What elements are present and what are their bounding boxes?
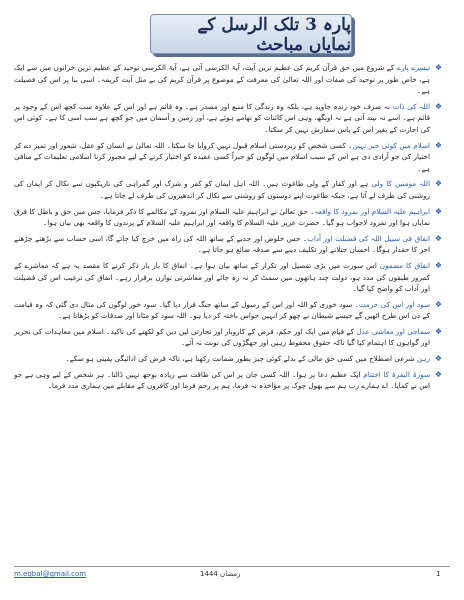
bullet-icon: ❖ [434, 354, 442, 364]
bullet-icon: ❖ [434, 206, 442, 216]
paragraph-lead: تیسرے پارے [396, 63, 430, 72]
paragraph-text: کے قیام میں ایک اور حکم، قرض کے کاروبار اور تجارتی لین دین کو لکھنے کی تاکید۔ اسلام میں معاہدات کی تحریر اور گواہوں کا اہتمام کیا گیا تاکہ حقوق محفوظ رہیں اور جھگڑوں کی نوبت نہ آئے۔ [14, 326, 430, 348]
title-banner [150, 14, 350, 54]
paragraph-text: نہ صرف خود زندہ جاوید ہے، بلکہ وہ زندگی کا منبع اور مصدر ہے۔ وہ قائم ہے اور اس کے علاوہ سب کچھ اس کے وجود پر قائم ہے۔ اسے نہ نیند آتی ہے نہ اونگھ، وہی اس کائنات کو تھامے ہوئے ہے، اور زمین و آسمان میں جو کچھ ہے سب اسی کا ہے۔ کوئی اس کی اجازت کے بغیر اس کے پاس سفارش نہیں کر سکتا۔ [14, 101, 430, 134]
paragraph-text: ۔ جس خلوص اور جذبے کے ساتھ اللہ کی راہ میں خرچ کیا جائے گا، اسی حساب سے بڑھتے چڑھتے اجر کا حقدار ہوگا۔ احسان جتلانے اور تکلیف دینے سے صدقہ ضائع ہو جاتا ہے۔ [14, 233, 430, 255]
paragraph [14, 140, 442, 175]
paragraph-text: شرعی اصطلاح میں کسی حق مالی کے بدلے کوئی چیز بطور ضمانت رکھنا ہے، تاکہ قرض کی ادائیگی یقینی ہو سکے۔ [65, 354, 417, 364]
paragraph [14, 101, 442, 136]
paragraph [14, 299, 442, 322]
bullet-icon: ❖ [434, 179, 442, 189]
bullet-icon: ❖ [434, 326, 442, 336]
page-number: 1 [436, 570, 441, 578]
paragraph [14, 206, 442, 229]
footer-email[interactable]: m.eqbal@gmail.com [14, 570, 87, 578]
paragraph-lead: اللہ مومنین کا ولی [371, 179, 430, 189]
footer-date: رمضان 1444 [200, 570, 241, 578]
paragraph-lead: سورۃ البقرۃ کا اختتام [363, 369, 430, 379]
paragraph-text: کے شروع میں حق قرآن کریم کی عظیم ترین آیت، آیۃ الکرسی آئی ہے، آیۃ الکرسی توحید کے عظیم ترین خزانوں میں سے ایک ہے، خاص طور پر توحید کی صفات اور اللہ تعالیٰ کی معرفت کے موضوع پر قرآن کریم کی بے مثل آیت کریمہ۔ اسی بنا پر اس کی فضیلت ہے۔ [14, 63, 430, 96]
page-title: پارہ 3 تلک الرسل کے نمایاں مباحث [197, 14, 351, 55]
bullet-icon: ❖ [434, 369, 442, 379]
paragraph-lead: سماجی اور معاشی عدل [356, 326, 430, 336]
bullet-icon: ❖ [434, 63, 442, 72]
paragraph-text: ہے اور کفار کے ولی طاغوت ہیں۔ اللہ اہل ایمان کو کفر و شرک اور گمراہی کی تاریکیوں سے نکال کر ایمان کی روشنی کی طرف لے آتا ہے، جبکہ طاغوت اپنے دوستوں کو روشنی سے نکال کر اندھیروں کی طرف لے جاتا ہے۔ [14, 179, 430, 200]
paragraph-lead: اللہ کی ذات [392, 101, 430, 111]
bullet-icon: ❖ [434, 233, 442, 243]
paragraph [14, 326, 442, 349]
bullet-icon: ❖ [434, 101, 442, 111]
bullet-icon: ❖ [434, 140, 442, 150]
footer-divider [14, 566, 450, 567]
title-box [150, 14, 352, 54]
paragraph [14, 260, 442, 295]
paragraph-lead: رہن [416, 354, 430, 364]
paragraph-lead: سود اور اس کی حرمت [358, 299, 431, 309]
paragraph [14, 353, 442, 365]
paragraph-text: ۔ کسی شخص کو زبردستی اسلام قبول نہیں کروایا جا سکتا۔ اللہ تعالیٰ نے انسان کو عقل، شعور اور تمیز دے کر اختیار کی جو آزادی دی ہے اس کے سبب اسلام میں لوگوں کو جبراً کسی عقیدہ کو اختیار کرنے کے لیے مجبور کرنا اسلامی تعلیمات کے منافی ہے۔ [14, 140, 430, 173]
paragraph-text: ۔ حق تعالیٰ نے ابراہیم علیہ السلام اور نمرود کے مکالمے کا ذکر فرمایا، جس میں حق و باطل کا فرق نمایاں ہوا اور نمرود لاجواب ہو گیا۔ حضرت عزیر علیہ السلام کا واقعہ اور ابراہیم علیہ السلام کے پرندوں کا واقعہ بھی بیان ہوا۔ [14, 206, 430, 228]
paragraph [14, 369, 442, 392]
document-body [14, 62, 442, 558]
paragraph-lead: انفاق فی سبیل اللہ کی فضیلت اور آداب [307, 233, 430, 243]
bullet-icon: ❖ [434, 260, 442, 270]
paragraph-text: ۔ سود خوری کو اللہ اور اس کے رسول کے ساتھ جنگ قرار دیا گیا۔ سود خور لوگوں کی مثال دی گئی کہ وہ قیامت کے دن اس طرح اٹھیں گے جیسے شیطان نے چھو کر انہیں حواس باختہ کر دیا ہو۔ اللہ سود کو مٹاتا اور صدقات کو بڑھاتا ہے۔ [14, 299, 430, 321]
paragraph [14, 62, 442, 97]
paragraph [14, 178, 442, 201]
paragraph-text: اس سورت میں بڑی تفصیل اور تکرار کے ساتھ بیان ہوا ہے۔ انفاق کا بار بار ذکر کرنے کا مقصد یہ ہے کہ معاشرے کے کمزور طبقوں کی مدد ہو، دولت چند ہاتھوں میں سمٹ کر نہ رہ جائے اور معاشرتی توازن برقرار رہے۔ انفاق کی ترغیب اس کی فضیلت اور آداب کو واضح کیا گیا۔ [14, 260, 430, 294]
paragraph-text: ایک عظیم دعا پر ہوا۔ اللہ کسی جان پر اس کی طاقت سے زیادہ بوجھ نہیں ڈالتا۔ ہر شخص کے لیے وہی ہے جو اس نے کمایا۔ اے ہمارے رب ہم سے بھول چوک پر مؤاخذہ نہ فرما، ہم پر رحم فرما اور کافروں کے مقابلے میں ہماری مدد فرما۔ [14, 369, 430, 391]
paragraph-lead: اسلام میں کوئی جبر نہیں [352, 140, 430, 150]
bullet-icon: ❖ [434, 299, 442, 309]
paragraph-lead: انفاق کا مضمون [379, 260, 430, 270]
paragraph-lead: ابراہیم علیہ السلام اور نمرود کا واقعہ [314, 206, 430, 216]
paragraph [14, 233, 442, 256]
